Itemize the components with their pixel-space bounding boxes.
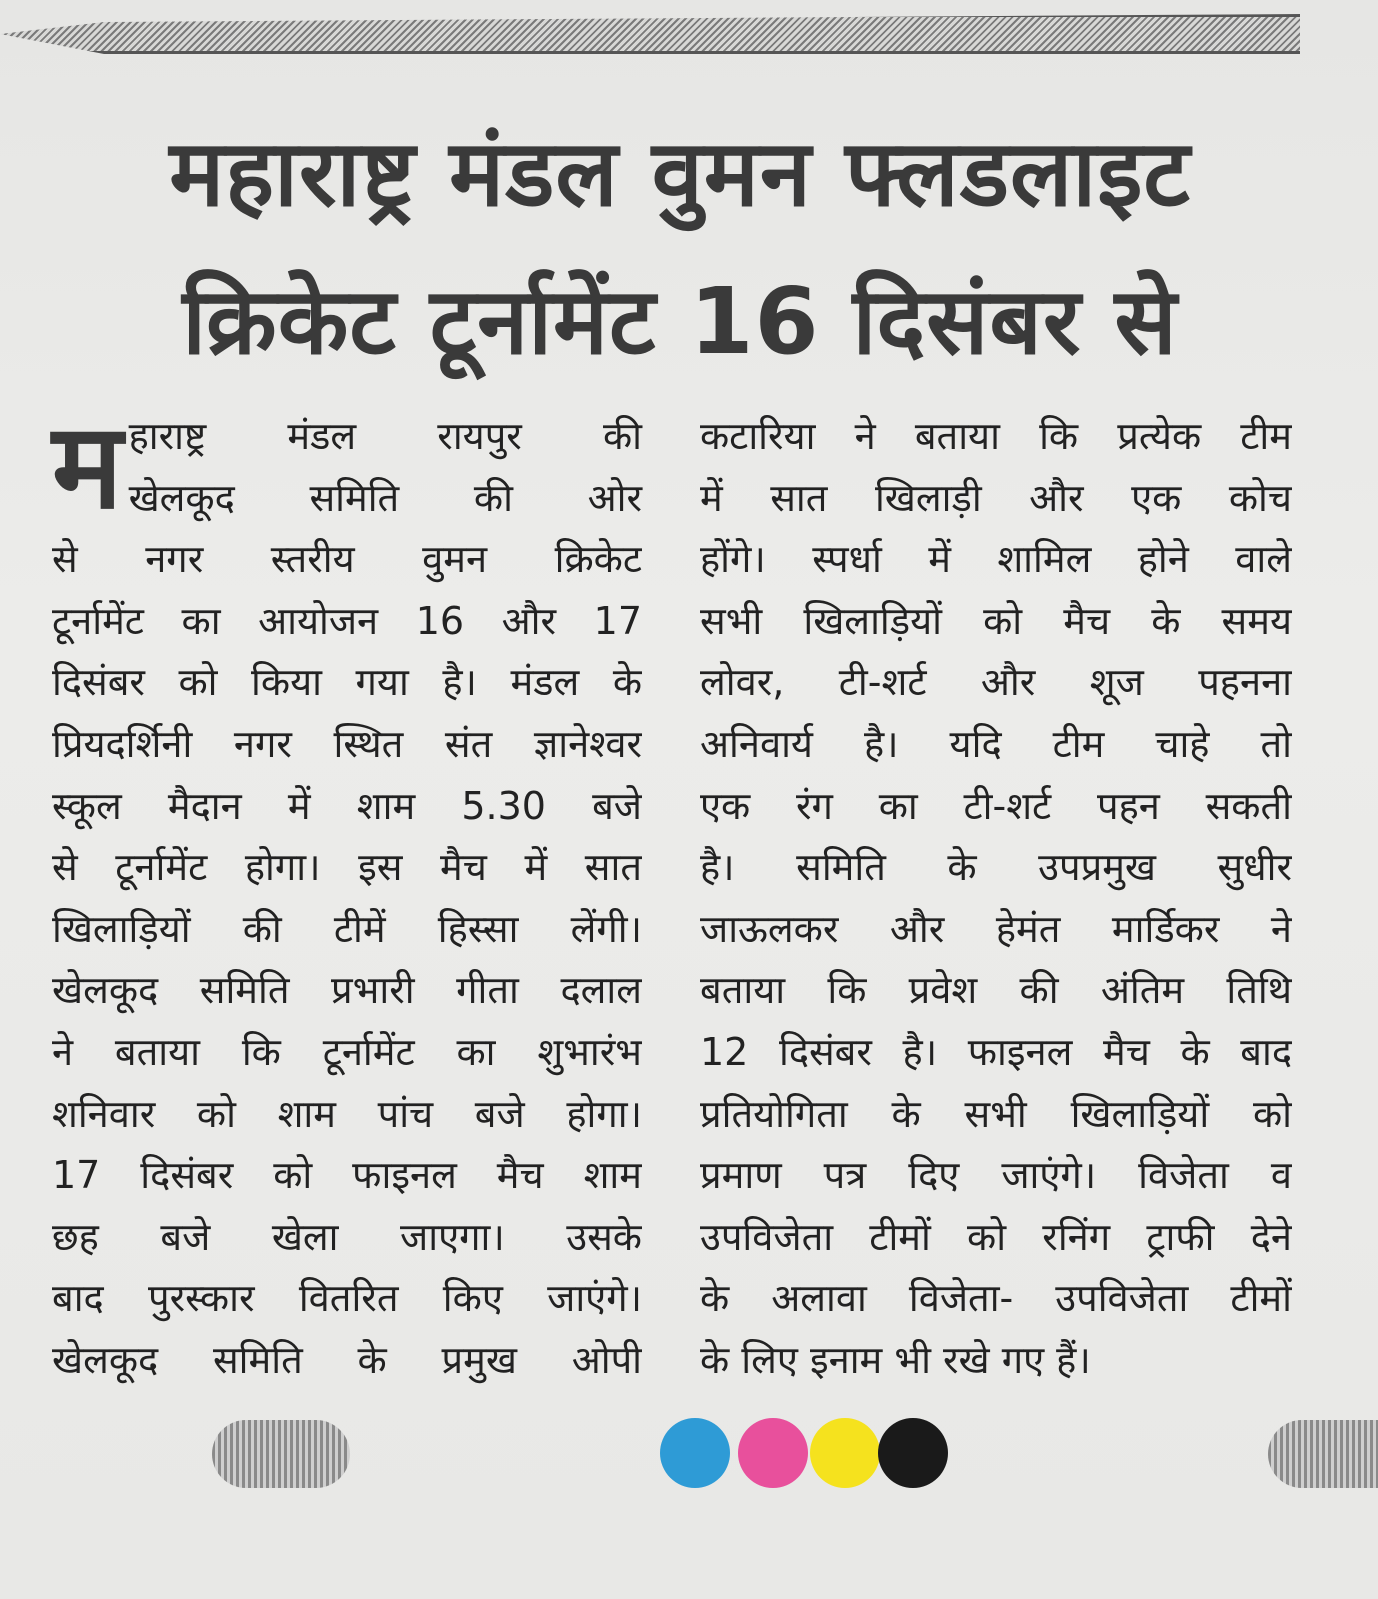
black-registration-dot	[878, 1418, 948, 1488]
article-line: लोवर, टी-शर्ट और शूज पहनना	[700, 660, 1292, 705]
article-line: कटारिया ने बताया कि प्रत्येक टीम	[700, 414, 1292, 458]
article-line: छह बजे खेला जाएगा। उसके	[52, 1214, 642, 1259]
article-line: से टूर्नामेंट होगा। इस मैच में सात	[52, 845, 642, 890]
print-registration-bar	[1268, 1420, 1378, 1488]
article-line: खेलकूद समिति प्रभारी गीता दलाल	[52, 968, 642, 1013]
article-line: सभी खिलाड़ियों को मैच के समय	[700, 598, 1292, 643]
article-line: जाऊलकर और हेमंत मार्डिकर ने	[700, 906, 1292, 951]
article-line: होंगे। स्पर्धा में शामिल होने वाले	[700, 537, 1292, 582]
article-column-right	[700, 406, 1292, 1386]
headline-line-1: महाराष्ट्र मंडल वुमन फ्लडलाइट	[169, 120, 1191, 227]
article-line: 12 दिसंबर है। फाइनल मैच के बाद	[700, 1029, 1292, 1074]
article-line: खिलाड़ियों की टीमें हिस्सा लेंगी।	[52, 906, 642, 951]
article-line: शनिवार को शाम पांच बजे होगा।	[52, 1091, 642, 1136]
magenta-registration-dot	[738, 1418, 808, 1488]
article-line: से नगर स्तरीय वुमन क्रिकेट	[52, 537, 642, 582]
article-line: बताया कि प्रवेश की अंतिम तिथि	[700, 968, 1292, 1013]
headline	[50, 100, 1310, 396]
cyan-registration-dot	[660, 1418, 730, 1488]
yellow-registration-dot	[810, 1418, 880, 1488]
print-registration-bar	[212, 1420, 350, 1488]
decorative-rule	[0, 14, 1300, 54]
article-line: है। समिति के उपप्रमुख सुधीर	[700, 845, 1292, 890]
article-line: प्रतियोगिता के सभी खिलाड़ियों को	[700, 1091, 1292, 1136]
article-line: हाराष्ट्र मंडल रायपुर की	[128, 414, 642, 458]
article-line: उपविजेता टीमों को रनिंग ट्राफी देने	[700, 1214, 1292, 1259]
article-line: प्रियदर्शिनी नगर स्थित संत ज्ञानेश्वर	[52, 721, 642, 766]
article-line: स्कूल मैदान में शाम 5.30 बजे	[52, 783, 642, 828]
article-column-left	[52, 397, 642, 1386]
article-line: प्रमाण पत्र दिए जाएंगे। विजेता व	[700, 1153, 1292, 1198]
article-line: दिसंबर को किया गया है। मंडल के	[52, 660, 642, 705]
article-line: टूर्नामेंट का आयोजन 16 और 17	[52, 598, 642, 643]
article-line: एक रंग का टी-शर्ट पहन सकती	[700, 783, 1292, 828]
article-line: में सात खिलाड़ी और एक कोच	[700, 475, 1292, 520]
article-line: 17 दिसंबर को फाइनल मैच शाम	[52, 1153, 642, 1198]
article-line: खेलकूद समिति की ओर	[128, 475, 642, 520]
article-line: अनिवार्य है। यदि टीम चाहे तो	[700, 721, 1292, 766]
article-line: ने बताया कि टूर्नामेंट का शुभारंभ	[52, 1029, 642, 1074]
article-line: खेलकूद समिति के प्रमुख ओपी	[52, 1337, 642, 1382]
article-line: के अलावा विजेता- उपविजेता टीमों	[700, 1276, 1292, 1321]
drop-cap: म	[52, 397, 123, 535]
article-line: के लिए इनाम भी रखे गए हैं।	[700, 1337, 1091, 1382]
article-line: बाद पुरस्कार वितरित किए जाएंगे।	[52, 1276, 642, 1321]
headline-line-2: क्रिकेट टूर्नामेंट 16 दिसंबर से	[182, 268, 1178, 375]
